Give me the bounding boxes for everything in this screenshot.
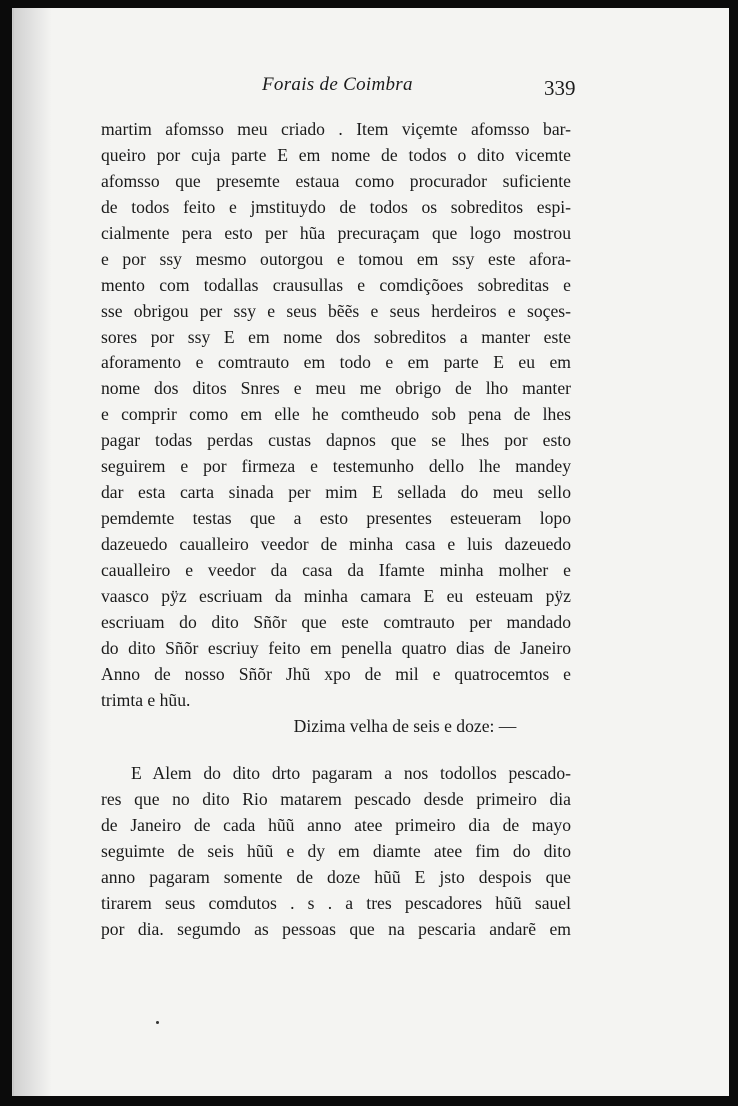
paragraph-1 [101, 117, 571, 714]
text-line: por dia. segumdo as pessoas que na pescaria andarẽ em [101, 918, 571, 939]
text-line: E Alem do dito drto pagaram a nos todollos pescado- [131, 763, 571, 783]
text-line: cialmente pera esto per hũa precuraçam que logo mostrou [101, 222, 571, 243]
section-heading: Dizima velha de seis e doze: — [293, 716, 517, 736]
text-line: dar esta carta sinada per mim E sellada do meu sello [101, 482, 571, 503]
text-line: queiro por cuja parte E em nome de todos o dito vicemte [101, 144, 571, 165]
text-line: sse obrigou per ssy e seus bẽẽs e seus herdeiros e soçes- [101, 300, 571, 321]
paragraph-2 [101, 761, 571, 943]
text-line: anno pagaram somente de doze hũũ E jsto despois que [101, 866, 571, 887]
text-line: caualleiro e veedor da casa da Ifamte minha molher e [101, 559, 571, 580]
text-line: vaasco pÿz escriuam da minha camara E eu esteuam pÿz [101, 585, 571, 606]
ink-speck [156, 1021, 159, 1024]
text-line: pagar todas perdas custas dapnos que se lhes por esto [101, 430, 571, 451]
text-line: seguirem e por firmeza e testemunho dello lhe mandey [101, 456, 571, 477]
text-line: aforamento e comtrauto em todo e em parte E eu em [101, 352, 571, 373]
text-line: res que no dito Rio matarem pescado desde primeiro dia [101, 788, 571, 809]
text-line: nome dos ditos Snres e meu me obrigo de lho manter [101, 378, 571, 399]
page-gutter-shadow [12, 8, 52, 1096]
text-line: escriuam do dito Sñõr que este comtrauto per mandado [101, 611, 571, 632]
text-line: e por ssy mesmo outorgou e tomou em ssy este afora- [101, 248, 571, 269]
text-line: seguimte de seis hũũ e dy em diamte atee fim do dito [101, 840, 571, 861]
text-line: Anno de nosso Sñõr Jhũ xpo de mil e quatrocemtos e [101, 663, 571, 684]
page-number: 339 [544, 76, 576, 100]
text-line: pemdemte testas que a esto presentes esteueram lopo [101, 508, 571, 529]
text-line: afomsso que presemte estaua como procurador suficiente [101, 170, 571, 191]
text-line: tirarem seus comdutos . s . a tres pescadores hũũ sauel [101, 892, 571, 913]
text-line: de Janeiro de cada hũũ anno atee primeiro dia de mayo [101, 814, 571, 835]
text-line: martim afomsso meu criado . Item viçemte afomsso bar- [101, 119, 571, 139]
text-line: trimta e hũu. [101, 689, 191, 710]
text-line: mento com todallas crausullas e comdiçõoes sobreditas e [101, 274, 571, 295]
text-line: do dito Sñõr escriuy feito em penella quatro dias de Janeiro [101, 637, 571, 658]
running-title: Forais de Coimbra [262, 74, 413, 95]
text-line: de todos feito e jmstituydo de todos os sobreditos espi- [101, 196, 571, 217]
text-line: dazeuedo caualleiro veedor de minha casa e luis dazeuedo [101, 534, 571, 554]
page-header [0, 68, 738, 98]
text-line: sores por ssy E em nome dos sobreditos a manter este [101, 326, 571, 347]
text-line: e comprir como em elle he comtheudo sob pena de lhes [101, 404, 571, 425]
